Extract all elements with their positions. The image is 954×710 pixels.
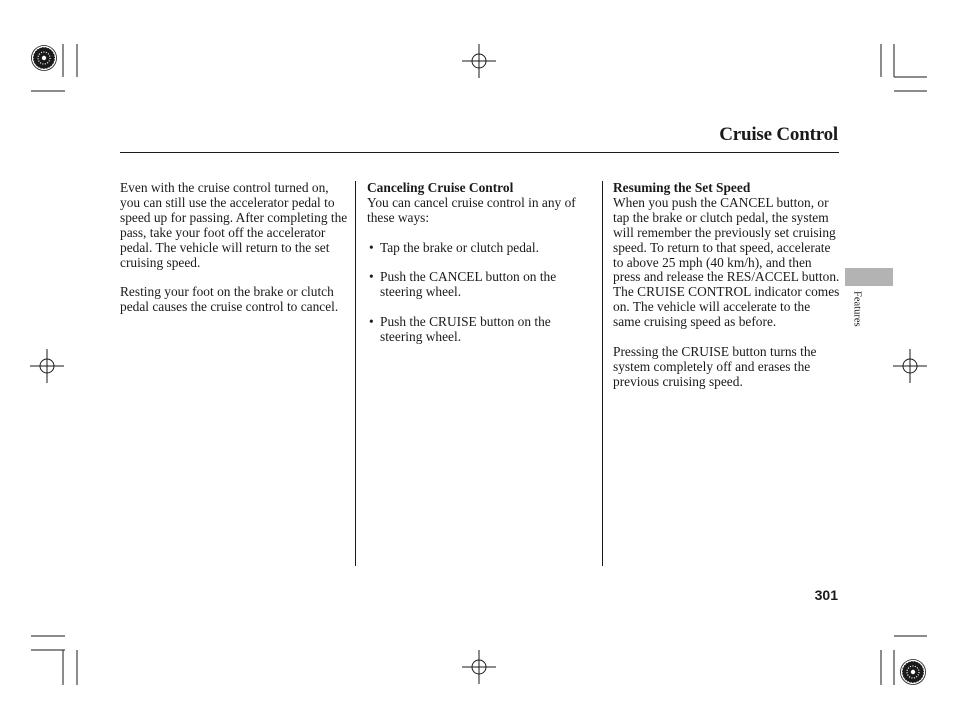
- registration-target-bottom-icon: [901, 660, 926, 685]
- page-title: Cruise Control: [719, 124, 838, 145]
- section-heading: Canceling Cruise Control: [367, 180, 514, 195]
- section-tab-label: Features: [851, 291, 863, 327]
- registration-target-top-icon: [32, 46, 57, 71]
- crosshair-left-icon: [30, 349, 64, 383]
- paragraph: Resting your foot on the brake or clutch pedal causes the cruise control to cancel.: [120, 284, 339, 315]
- paragraph: You can cancel cruise control in any of these ways:: [367, 194, 576, 225]
- list-item: • Push the CANCEL button on the steering wheel.: [367, 270, 591, 300]
- paragraph: Pressing the CRUISE button turns the system completely off and erases the previous cruising speed.: [613, 343, 817, 389]
- paragraph: When you push the CANCEL button, or tap the brake or clutch pedal, the system will remember the previously set cruising speed. To return to that speed, accelerate to above 25 mph (40 km/h), and then press and release the RES/ACCEL button. The CRUISE CONTROL indicator comes on. The vehicle will accelerate to the same cruising speed as before.: [613, 194, 840, 330]
- crosshair-top-icon: [462, 44, 496, 78]
- section-heading: Resuming the Set Speed: [613, 180, 751, 195]
- page-number: 301: [814, 587, 838, 603]
- left-column: [120, 181, 350, 330]
- column-divider: [602, 181, 603, 566]
- section-tab: [845, 268, 893, 286]
- column-divider: [355, 181, 356, 566]
- list-item: • Tap the brake or clutch pedal.: [367, 241, 591, 256]
- crosshair-bottom-icon: [462, 650, 496, 684]
- list-item: • Push the CRUISE button on the steering wheel.: [367, 315, 591, 345]
- bullet-list: [367, 241, 591, 345]
- paragraph: Even with the cruise control turned on, you can still use the accelerator pedal to speed up for passing. After completing the pass, take your foot off the accelerator pedal. The vehicle will return to the set cruising speed.: [120, 180, 348, 270]
- middle-column: [367, 181, 591, 360]
- title-rule: [120, 152, 839, 153]
- right-column: [613, 181, 841, 405]
- crosshair-right-icon: [893, 349, 927, 383]
